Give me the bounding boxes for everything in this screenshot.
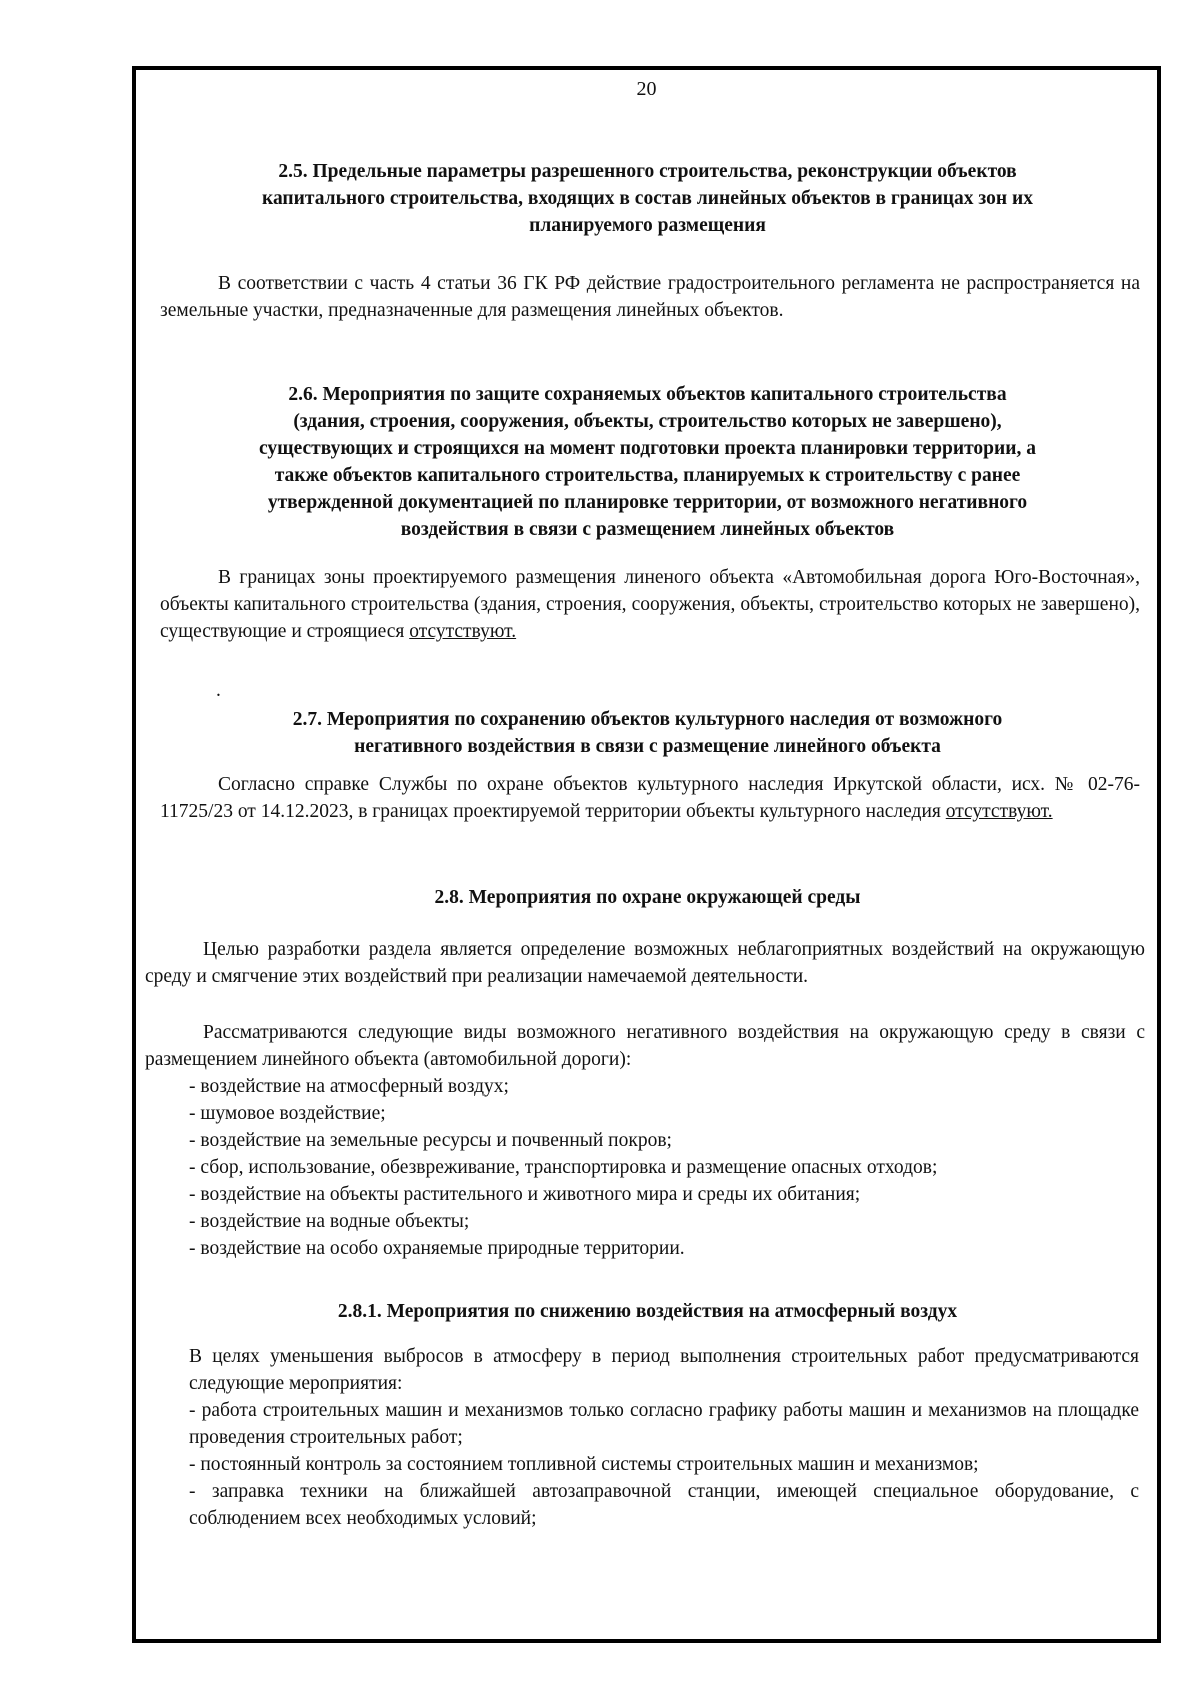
paragraph-text: В границах зоны проектируемого размещения линеного объекта «Автомобильная дорога Юго-Восточная», объекты капитального строительства (здания, строения, сооружения, объекты, строительство которых не завершено), существующие и строящиеся [160, 567, 1140, 642]
heading-2-8-1: 2.8.1. Мероприятия по снижению воздействия на атмосферный воздух [337, 1301, 958, 1322]
heading-line: воздействия в связи с размещением линейных объектов [400, 519, 895, 540]
underlined-text: отсутствуют. [945, 801, 1053, 822]
paragraph-2-8-1-intro: В целях уменьшения выбросов в атмосферу в период выполнения строительных работ предусматриваются следующие мероприятия: [189, 1346, 1139, 1394]
list-item: - воздействие на водные объекты; [189, 1211, 470, 1232]
page-number: 20 [636, 78, 657, 100]
impact-list [189, 1073, 1149, 1262]
heading-line: капитального строительства, входящих в состав линейных объектов в границах зон их [262, 188, 1033, 209]
paragraph-2-6 [160, 564, 1140, 645]
heading-line: 2.7. Мероприятия по сохранению объектов культурного наследия от возможного [292, 709, 1003, 730]
heading-2-8: 2.8. Мероприятия по охране окружающей среды [434, 887, 861, 908]
list-item: - сбор, использование, обезвреживание, транспортировка и размещение опасных отходов; [189, 1157, 938, 1178]
paragraph-2-8-purpose: Целью разработки раздела является определение возможных неблагоприятных воздействий на окружающую среду и смягчение этих воздействий при реализации намечаемой деятельности. [145, 939, 1145, 987]
heading-2-5 [155, 158, 1140, 239]
paragraph-2-8-impacts: Рассматриваются следующие виды возможного негативного воздействия на окружающую среду в связи с размещением линейного объекта (автомобильной дороги): [145, 1022, 1145, 1070]
list-item: - работа строительных машин и механизмов только согласно графику работы машин и механизмов на площадке проведения строительных работ; [189, 1400, 1139, 1448]
list-item: - постоянный контроль за состоянием топливной системы строительных машин и механизмов; [189, 1454, 979, 1475]
heading-line: (здания, строения, сооружения, объекты, строительство которых не завершено), [293, 411, 1002, 432]
heading-line: также объектов капитального строительства, планируемых к строительству с ранее [274, 465, 1021, 486]
list-item: - воздействие на земельные ресурсы и почвенный покров; [189, 1130, 672, 1151]
measure-list [189, 1397, 1139, 1532]
list-item: - шумовое воздействие; [189, 1103, 386, 1124]
stray-dot: . [216, 680, 221, 701]
paragraph-2-5: В соответствии с часть 4 статьи 36 ГК РФ действие градостроительного регламента не распространяется на земельные участки, предназначенные для размещения линейных объектов. [160, 273, 1140, 321]
heading-line: планируемого размещения [529, 215, 766, 236]
heading-2-6 [155, 381, 1140, 543]
heading-line: утвержденной документацией по планировке территории, от возможного негативного [267, 492, 1028, 513]
heading-line: 2.5. Предельные параметры разрешенного строительства, реконструкции объектов [278, 161, 1017, 182]
underlined-text: отсутствуют. [409, 621, 517, 642]
list-item: - воздействие на объекты растительного и животного мира и среды их обитания; [189, 1184, 861, 1205]
list-item: - воздействие на атмосферный воздух; [189, 1076, 509, 1097]
list-item: - заправка техники на ближайшей автозаправочной станции, имеющей специальное оборудование, с соблюдением всех необходимых условий; [189, 1481, 1139, 1529]
list-item: - воздействие на особо охраняемые природные территории. [189, 1238, 685, 1259]
heading-line: негативного воздействия в связи с размещение линейного объекта [354, 736, 941, 757]
heading-line: существующих и строящихся на момент подготовки проекта планировки территории, а [259, 438, 1036, 459]
paragraph-text: Согласно справке Службы по охране объектов культурного наследия Иркутской области, исх. № 02-76-11725/23 от 14.12.2023, в границах проектируемой территории объекты культурного наследия [160, 774, 1140, 822]
heading-line: 2.6. Мероприятия по защите сохраняемых объектов капитального строительства [288, 384, 1007, 405]
heading-2-7 [155, 706, 1140, 760]
paragraph-2-7 [160, 771, 1140, 825]
